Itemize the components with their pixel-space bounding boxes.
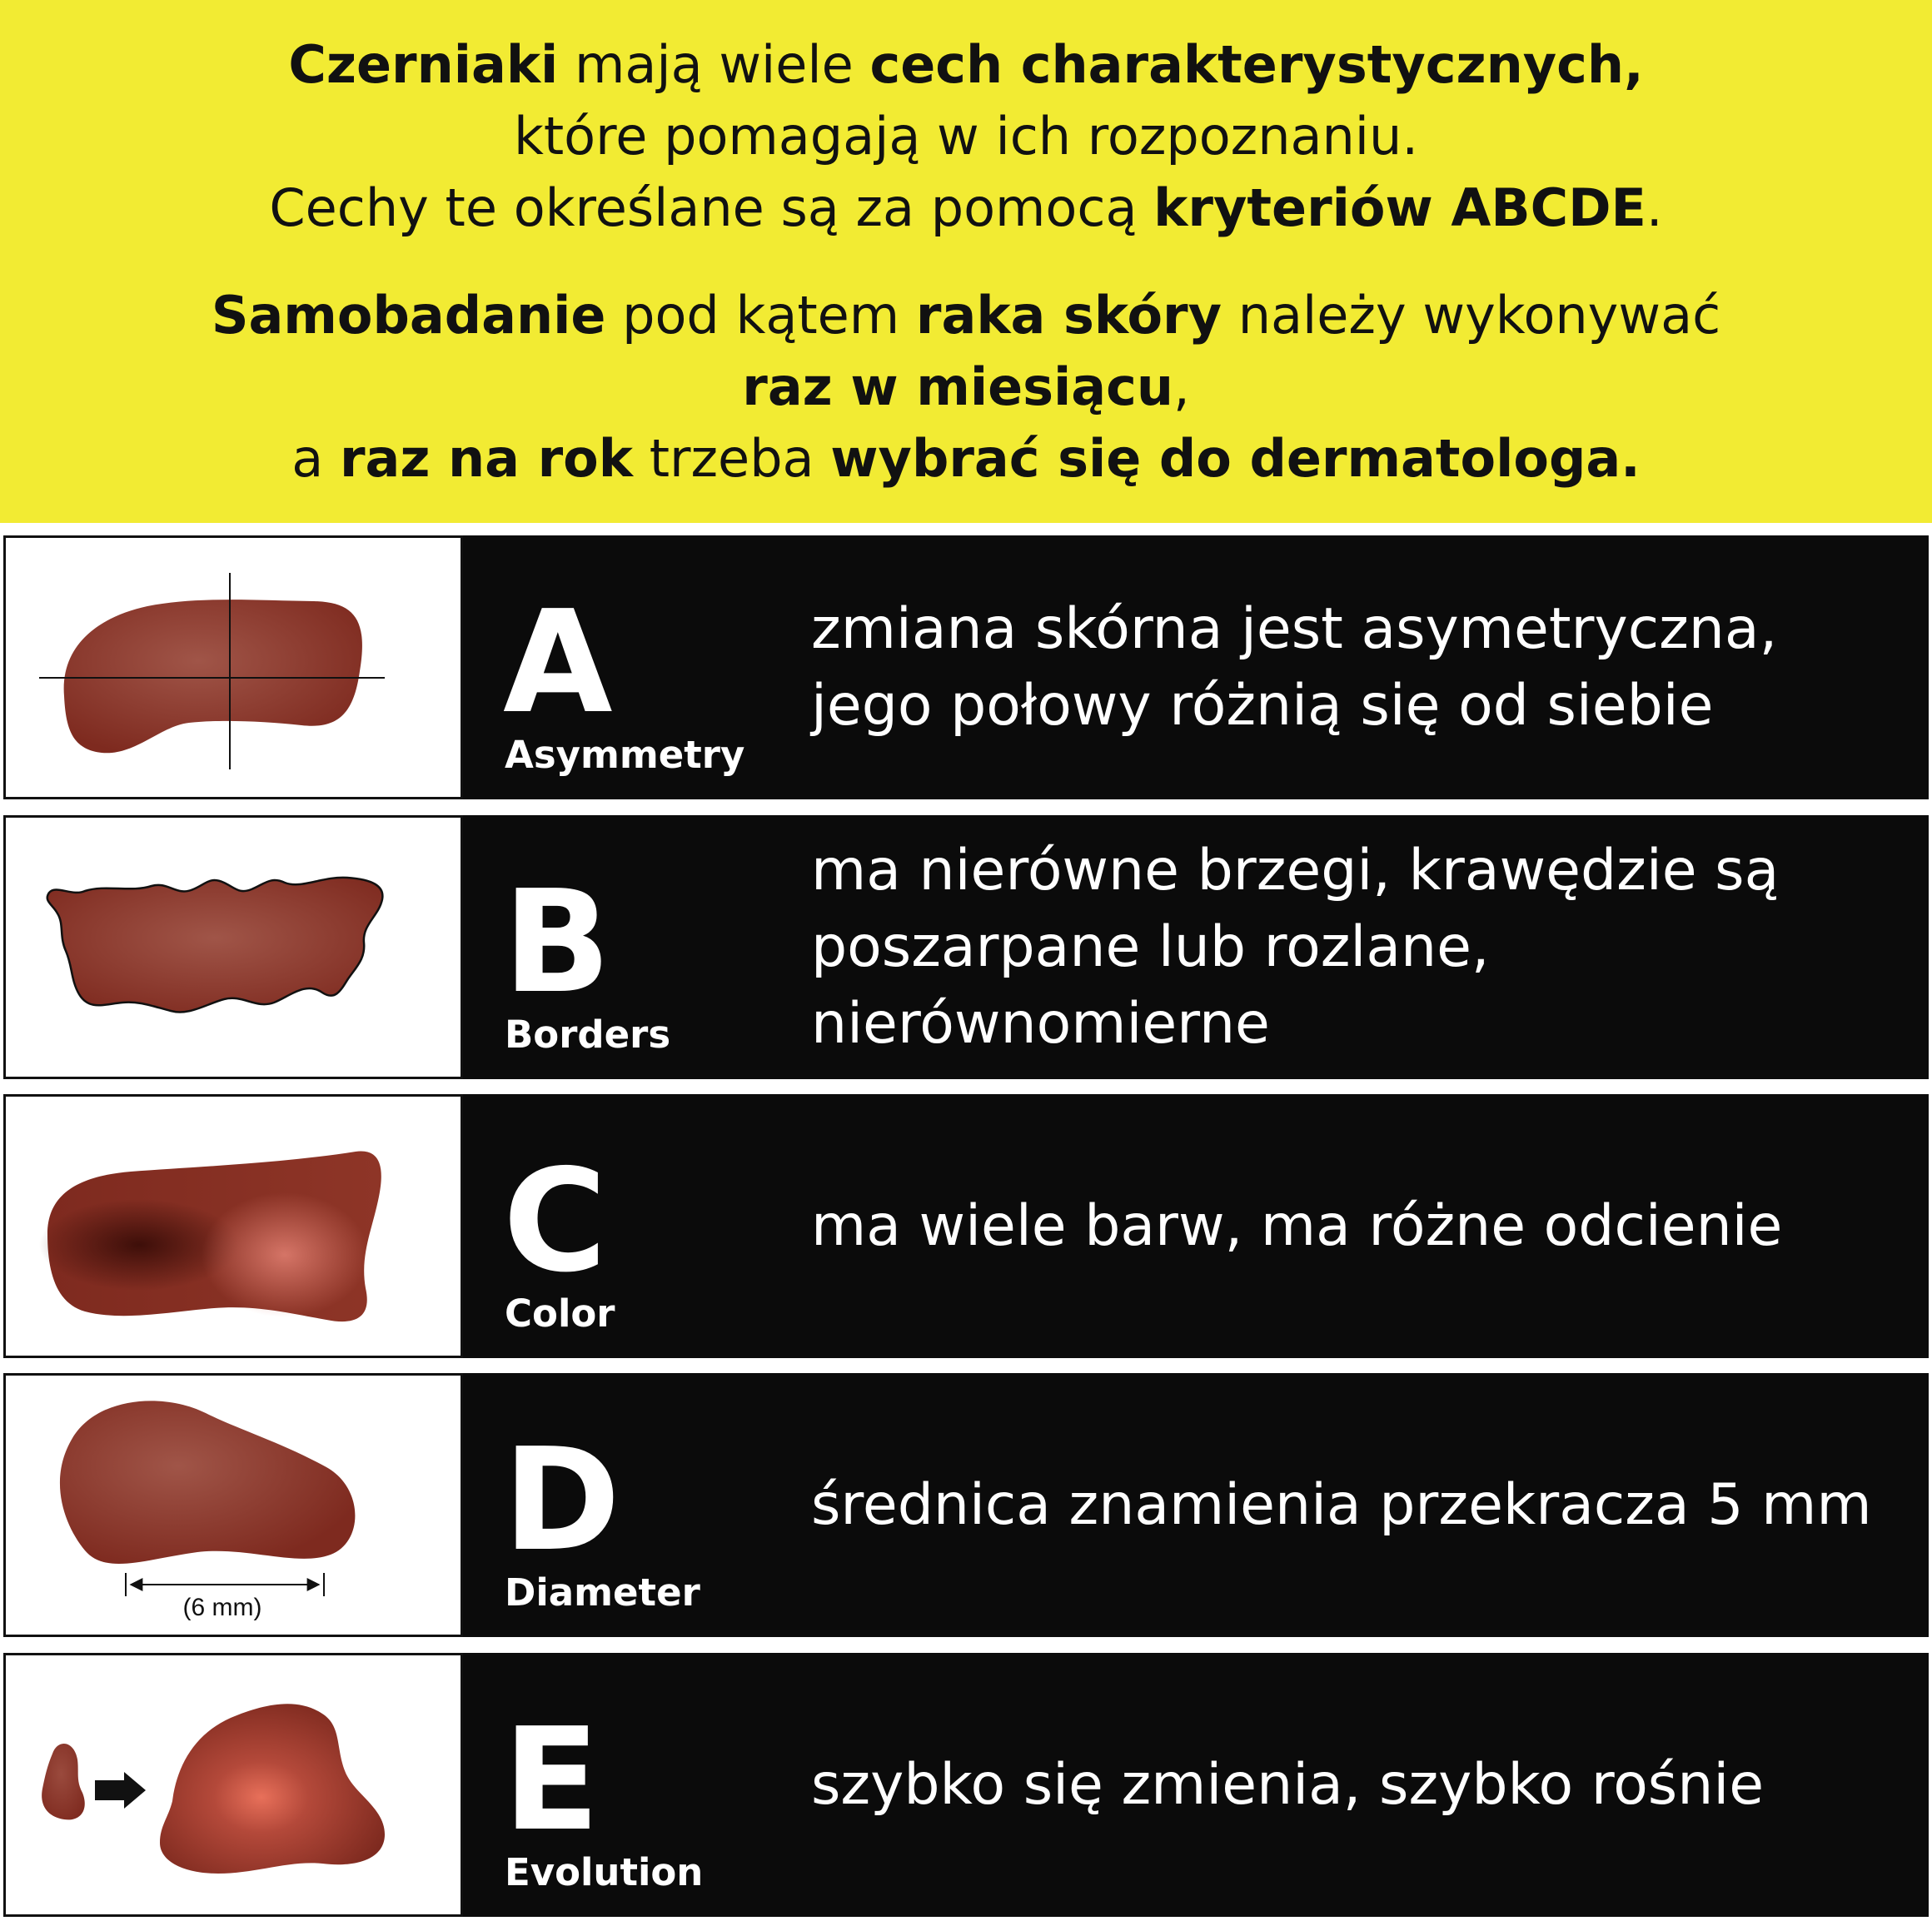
text: , — [1173, 356, 1190, 417]
header-line-3 — [0, 172, 1932, 244]
bold-text: raka skóry — [915, 285, 1222, 346]
header-line-1 — [0, 0, 1932, 101]
multicolor-mole-icon — [6, 1097, 466, 1361]
text: pod kątem — [605, 285, 916, 346]
text: trzeba — [633, 428, 831, 489]
evolving-mole-icon — [6, 1655, 466, 1919]
criterion-letter: B — [503, 860, 611, 1025]
bold-text: raz na rok — [339, 428, 633, 489]
criterion-word: Asymmetry — [505, 733, 745, 777]
criterion-word: Color — [505, 1291, 615, 1336]
criterion-description: szybko się zmienia, szybko rośnie — [811, 1751, 1765, 1818]
text: należy wykonywać — [1222, 285, 1721, 346]
criterion-description: ma nierówne brzegi, krawędzie są poszarpane lub rozlane, nierównomierne — [811, 837, 1780, 1057]
text: Cechy te określane są za pomocą — [269, 177, 1154, 238]
criterion-row-evolution — [3, 1653, 1929, 1917]
diameter-info — [463, 1373, 1929, 1637]
criterion-description: ma wiele barw, ma różne odcienie — [811, 1192, 1783, 1259]
diameter-illustration — [3, 1373, 463, 1637]
text: a — [291, 428, 340, 489]
criterion-row-asymmetry — [3, 535, 1929, 799]
evolution-illustration — [3, 1653, 463, 1917]
text: . — [1646, 177, 1663, 238]
bold-text: wybrać się do dermatologa. — [830, 428, 1641, 489]
asymmetry-info — [463, 535, 1929, 799]
bold-text: raz w miesiącu — [742, 356, 1174, 417]
criterion-letter: D — [503, 1418, 621, 1583]
criterion-row-diameter — [3, 1373, 1929, 1637]
criterion-letter: C — [503, 1139, 607, 1304]
text: mają wiele — [558, 34, 870, 95]
criterion-description: zmiana skórna jest asymetryczna, jego połowy różnią się od siebie — [811, 595, 1778, 739]
bold-text: kryteriów ABCDE — [1153, 177, 1646, 238]
criterion-row-color — [3, 1094, 1929, 1358]
header-line-6 — [0, 423, 1932, 495]
bold-text: Samobadanie — [211, 285, 606, 346]
diameter-measure-label: (6 mm) — [182, 1594, 262, 1621]
bold-text: cech charakterystycznych, — [869, 34, 1644, 95]
borders-info — [463, 815, 1929, 1079]
criterion-word: Evolution — [505, 1850, 704, 1894]
criterion-row-borders — [3, 815, 1929, 1079]
color-info — [463, 1094, 1929, 1358]
evolution-info — [463, 1653, 1929, 1917]
header-banner — [0, 0, 1932, 523]
header-line-5 — [0, 351, 1932, 423]
criterion-letter: E — [503, 1698, 600, 1863]
header-line-4 — [0, 244, 1932, 351]
criterion-word: Diameter — [505, 1570, 700, 1615]
criterion-letter: A — [503, 580, 613, 745]
borders-illustration — [3, 815, 463, 1079]
irregular-border-mole-icon — [6, 818, 466, 1082]
bold-text: Czerniaki — [288, 34, 559, 95]
criterion-description: średnica znamienia przekracza 5 mm — [811, 1471, 1872, 1538]
asymmetric-mole-icon — [6, 538, 466, 802]
criterion-word: Borders — [505, 1013, 671, 1057]
asymmetry-illustration — [3, 535, 463, 799]
header-line-2: które pomagają w ich rozpoznaniu. — [513, 106, 1419, 167]
color-illustration — [3, 1094, 463, 1358]
